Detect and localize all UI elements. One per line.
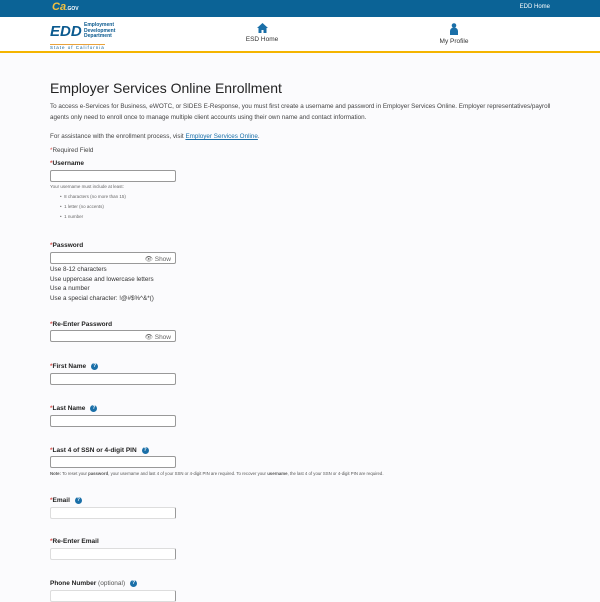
edd-logo[interactable]: EDD Employment Development Department State of California	[50, 22, 116, 50]
employer-services-online-link[interactable]: Employer Services Online	[185, 133, 258, 140]
show-password-button[interactable]: 👁 Show	[144, 256, 171, 263]
edd-home-link[interactable]: EDD Home	[519, 4, 550, 10]
username-rule: • 8 characters (no more than 15)	[60, 194, 126, 199]
email-label: *Email ?	[50, 497, 80, 505]
home-icon	[257, 23, 268, 33]
nav-esd-home[interactable]: ESD Home	[240, 23, 284, 43]
ssn-label: *Last 4 of SSN or 4-digit PIN ?	[50, 447, 147, 455]
assistance-text: For assistance with the enrollment process, visit Employer Services Online.	[50, 133, 260, 140]
email-input[interactable]	[50, 507, 176, 519]
first-name-label: *First Name ?	[50, 363, 97, 371]
intro-text: To access e-Services for Business, eWOTC, or SIDES E-Response, you must first create a username and password in Employer Services Online. Employer representatives/payroll agents only need to enroll once to manage multiple client accounts using their own name and contact information.	[50, 103, 551, 121]
top-bar	[0, 0, 600, 17]
first-name-input[interactable]	[50, 373, 176, 385]
username-help: Your username must include at least:	[50, 184, 124, 189]
page-title: Employer Services Online Enrollment	[50, 80, 282, 96]
header	[0, 17, 600, 53]
required-note: *Required Field	[50, 147, 94, 154]
reenter-email-label: *Re-Enter Email	[50, 538, 99, 545]
phone-input[interactable]	[50, 590, 176, 602]
password-rules: Use 8-12 characters Use uppercase and lowercase letters Use a number Use a special character: !@#$%^&*()	[50, 266, 154, 302]
reenter-email-input[interactable]	[50, 548, 176, 560]
password-input[interactable]	[50, 252, 176, 264]
help-icon[interactable]: ?	[132, 580, 136, 586]
eye-icon: 👁	[144, 334, 153, 341]
ca-gov-logo[interactable]: Ca.GOV	[52, 1, 79, 13]
ssn-input[interactable]	[50, 456, 176, 468]
username-input[interactable]	[50, 170, 176, 182]
last-name-input[interactable]	[50, 415, 176, 427]
ssn-note: Note: To reset your password, your username and last 4 of your SSN or 4-digit PIN are required. To recover your username, the last 4 of your SSN or 4-digit PIN are required.	[50, 471, 384, 476]
user-icon	[450, 23, 458, 35]
last-name-label: *Last Name ?	[50, 405, 96, 413]
nav-my-profile[interactable]: My Profile	[432, 23, 476, 45]
show-reenter-password-button[interactable]: 👁 Show	[144, 334, 171, 341]
help-icon[interactable]: ?	[92, 405, 96, 411]
password-label: *Password	[50, 242, 84, 249]
help-icon[interactable]: ?	[76, 497, 80, 503]
phone-label: Phone Number (optional) ?	[50, 580, 136, 588]
help-icon[interactable]: ?	[93, 363, 97, 369]
reenter-password-label: *Re-Enter Password	[50, 321, 113, 328]
reenter-password-input[interactable]	[50, 330, 176, 342]
eye-icon: 👁	[144, 256, 153, 263]
username-label: *Username	[50, 160, 84, 167]
username-rule: • 1 letter (no accents)	[60, 204, 104, 209]
help-icon[interactable]: ?	[143, 447, 147, 453]
username-rule: • 1 number	[60, 214, 84, 219]
